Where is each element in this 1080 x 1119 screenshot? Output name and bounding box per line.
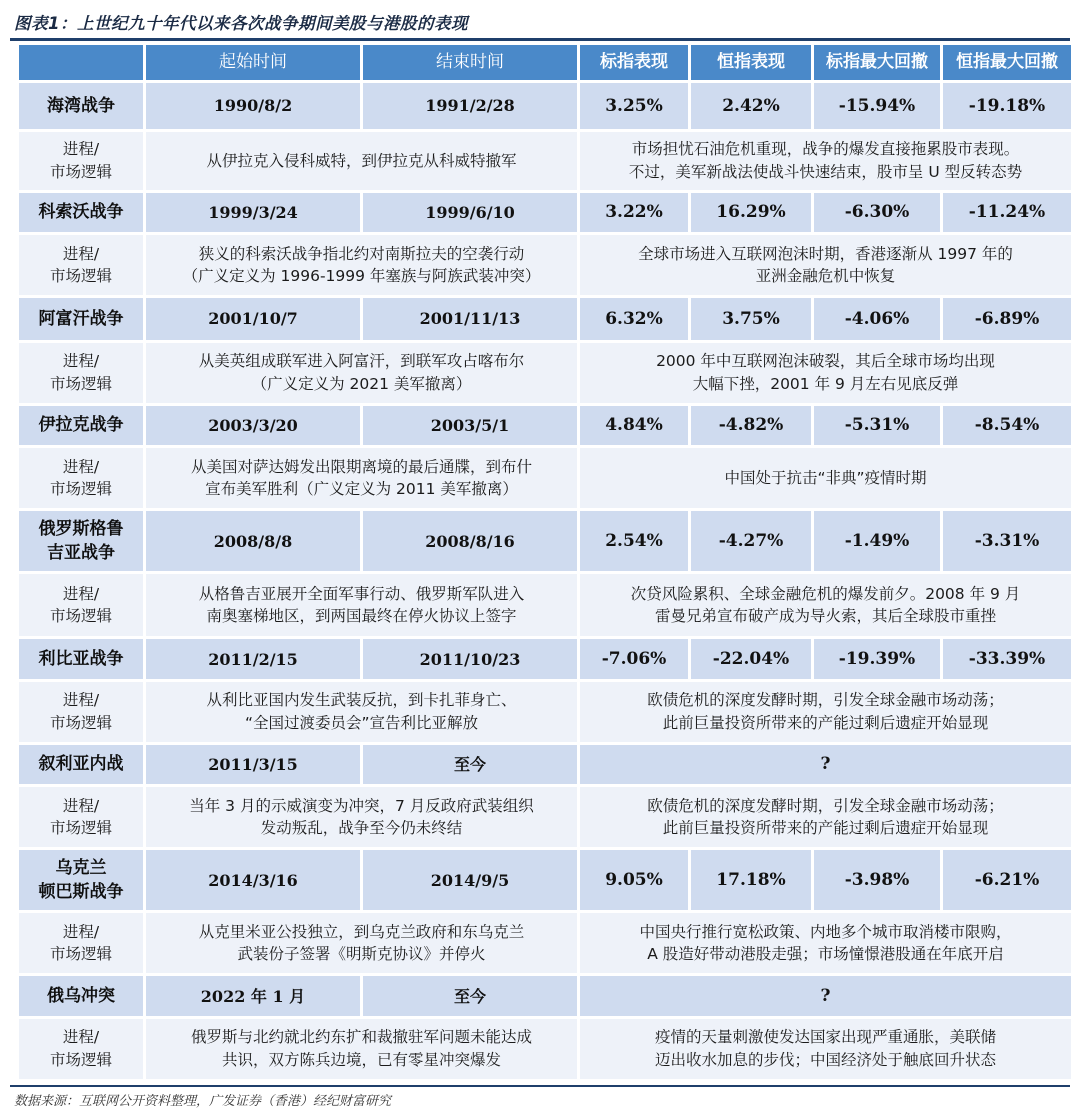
- war-name-line: 顿巴斯战争: [38, 882, 124, 903]
- market-logic-line: 迈出收水加息的步伐；中国经济处于触底回升状态: [654, 1050, 996, 1069]
- market-logic: [580, 787, 1071, 847]
- war-process: [146, 787, 577, 847]
- process-logic-label: [19, 913, 143, 973]
- war-process: [146, 448, 577, 508]
- source-note: 数据来源：互联网公开资料整理，广发证券（香港）经纪财富研究: [14, 1094, 392, 1109]
- war-name-line: 俄罗斯格鲁: [38, 518, 124, 539]
- war-process-line: （广义定义为 1996-1999 年塞族与阿族武装冲突）: [182, 267, 541, 286]
- war-process-line: 从伊拉克入侵科威特，到伊拉克从科威特撤军: [206, 151, 517, 170]
- process-logic-label-line: 市场逻辑: [49, 267, 112, 286]
- table-body: [19, 45, 1071, 1079]
- market-logic: [580, 132, 1071, 190]
- process-logic-label-line: 市场逻辑: [49, 713, 112, 732]
- start-date: 2003/3/20: [146, 406, 360, 445]
- header-end-time: 结束时间: [363, 45, 577, 80]
- spx-max-drawdown: -6.30%: [814, 193, 940, 232]
- table-row-war: [19, 850, 1071, 910]
- hsi-max-drawdown: -6.89%: [943, 298, 1071, 339]
- market-logic: [580, 913, 1071, 973]
- start-date: 2001/10/7: [146, 298, 360, 339]
- market-logic-line: 不过，美军新战法使战斗快速结束，股市呈 U 型反转态势: [628, 162, 1023, 181]
- hsi-max-drawdown: -33.39%: [943, 639, 1071, 678]
- war-name-line: 叙利亚内战: [38, 754, 124, 775]
- war-process-line: （广义定义为 2021 美军撤离）: [251, 374, 472, 393]
- spx-max-drawdown: -19.39%: [814, 639, 940, 678]
- start-date: 2022 年 1 月: [146, 976, 360, 1015]
- table-row-war: [19, 193, 1071, 232]
- war-name-line: 阿富汗战争: [38, 308, 124, 329]
- war-name-line: 吉亚战争: [47, 543, 115, 564]
- war-process-line: 当年 3 月的示威演变为冲突，7 月反政府武装组织: [189, 796, 534, 815]
- war-name: [19, 193, 143, 232]
- war-process-line: 俄罗斯与北约就北约东扩和裁撤驻军问题未能达成: [190, 1028, 532, 1047]
- process-logic-label: [19, 574, 143, 636]
- spx-performance: 6.32%: [580, 298, 688, 339]
- end-date: 2008/8/16: [363, 511, 577, 571]
- end-date: 1991/2/28: [363, 83, 577, 129]
- market-logic: [580, 1019, 1071, 1079]
- figure-title: 图表1：上世纪九十年代以来各次战争期间美股与港股的表现: [14, 14, 468, 33]
- table-row-description: [19, 1019, 1071, 1079]
- end-date: 1999/6/10: [363, 193, 577, 232]
- process-logic-label-line: 进程/: [62, 244, 100, 263]
- header-spx-max-drawdown: 标指最大回撤: [814, 45, 940, 80]
- market-logic: [580, 448, 1071, 508]
- process-logic-label-line: 进程/: [62, 140, 100, 159]
- table-row-description: [19, 132, 1071, 190]
- hsi-performance: 17.18%: [691, 850, 811, 910]
- market-logic-line: 欧债危机的深度发酵时期，引发全球金融市场动荡；: [647, 691, 1004, 710]
- spx-max-drawdown: -4.06%: [814, 298, 940, 339]
- process-logic-label-line: 市场逻辑: [49, 374, 112, 393]
- spx-max-drawdown: -15.94%: [814, 83, 940, 129]
- war-name: [19, 83, 143, 129]
- war-process: [146, 574, 577, 636]
- process-logic-label-line: 市场逻辑: [49, 945, 112, 964]
- war-name-line: 科索沃战争: [38, 202, 124, 223]
- war-name: [19, 298, 143, 339]
- table-row-war: [19, 639, 1071, 678]
- spx-performance: 3.25%: [580, 83, 688, 129]
- start-date: 2014/3/16: [146, 850, 360, 910]
- table-row-war: [19, 83, 1071, 129]
- end-date: 至今: [363, 976, 577, 1015]
- market-logic-line: 次贷风险累积、全球金融危机的爆发前夕。2008 年 9 月: [630, 584, 1021, 603]
- table-row-description: [19, 682, 1071, 742]
- war-process: [146, 235, 577, 295]
- spx-max-drawdown: -5.31%: [814, 406, 940, 445]
- table-row-war: [19, 745, 1071, 784]
- process-logic-label-line: 市场逻辑: [49, 1050, 112, 1069]
- table-row-description: [19, 448, 1071, 508]
- war-name: [19, 976, 143, 1015]
- process-logic-label-line: 进程/: [62, 922, 100, 941]
- war-name-line: 乌克兰: [55, 857, 107, 878]
- war-name-line: 利比亚战争: [38, 648, 124, 669]
- war-name: [19, 406, 143, 445]
- performance-unknown: ?: [580, 976, 1071, 1015]
- hsi-performance: -22.04%: [691, 639, 811, 678]
- market-logic-line: 亚洲金融危机中恢复: [755, 267, 896, 286]
- header-row: [19, 45, 1071, 80]
- start-date: 1990/8/2: [146, 83, 360, 129]
- process-logic-label-line: 市场逻辑: [49, 162, 112, 181]
- process-logic-label-line: 进程/: [62, 352, 100, 371]
- hsi-performance: -4.82%: [691, 406, 811, 445]
- spx-performance: 9.05%: [580, 850, 688, 910]
- war-process-line: 宣布美军胜利（广义定义为 2011 美军撤离）: [205, 480, 518, 499]
- start-date: 1999/3/24: [146, 193, 360, 232]
- process-logic-label-line: 市场逻辑: [49, 607, 112, 626]
- war-process: [146, 682, 577, 742]
- header-hsi-max-drawdown: 恒指最大回撤: [943, 45, 1071, 80]
- source-rule: [10, 1085, 1070, 1087]
- spx-performance: 2.54%: [580, 511, 688, 571]
- war-process-line: 从克里米亚公投独立，到乌克兰政府和东乌克兰: [198, 922, 525, 941]
- spx-performance: 3.22%: [580, 193, 688, 232]
- header-hsi-performance: 恒指表现: [691, 45, 811, 80]
- war-process-line: 从利比亚国内发生武装反抗，到卡扎菲身亡、: [206, 691, 517, 710]
- war-market-table: [16, 42, 1074, 1082]
- war-process-line: 武装份子签署《明斯克协议》并停火: [237, 945, 486, 964]
- war-process-line: 共识，双方陈兵边境，已有零星冲突爆发: [221, 1050, 501, 1069]
- spx-max-drawdown: -3.98%: [814, 850, 940, 910]
- hsi-max-drawdown: -6.21%: [943, 850, 1071, 910]
- war-process: [146, 913, 577, 973]
- hsi-max-drawdown: -11.24%: [943, 193, 1071, 232]
- market-logic-line: 此前巨量投资所带来的产能过剩后遗症开始显现: [662, 819, 989, 838]
- end-date: 2011/10/23: [363, 639, 577, 678]
- war-process: [146, 343, 577, 403]
- market-logic: [580, 574, 1071, 636]
- process-logic-label: [19, 132, 143, 190]
- war-process-line: 从美英组成联军进入阿富汗，到联军攻占喀布尔: [198, 352, 525, 371]
- market-logic-line: 中国央行推行宽松政策、内地多个城市取消楼市限购，: [639, 922, 1012, 941]
- table-row-description: [19, 787, 1071, 847]
- start-date: 2011/2/15: [146, 639, 360, 678]
- header-start-time: 起始时间: [146, 45, 360, 80]
- process-logic-label-line: 市场逻辑: [49, 819, 112, 838]
- hsi-max-drawdown: -3.31%: [943, 511, 1071, 571]
- war-process-line: 狭义的科索沃战争指北约对南斯拉夫的空袭行动: [198, 244, 525, 263]
- war-name: [19, 511, 143, 571]
- end-date: 2014/9/5: [363, 850, 577, 910]
- war-process-line: 南奥塞梯地区，到两国最终在停火协议上签字: [206, 607, 517, 626]
- performance-unknown: ?: [580, 745, 1071, 784]
- market-logic-line: 全球市场进入互联网泡沫时期，香港逐渐从 1997 年的: [638, 244, 1013, 263]
- market-logic-line: 大幅下挫，2001 年 9 月左右见底反弹: [692, 374, 959, 393]
- process-logic-label-line: 进程/: [62, 1028, 100, 1047]
- market-logic: [580, 343, 1071, 403]
- process-logic-label-line: 进程/: [62, 691, 100, 710]
- war-name: [19, 850, 143, 910]
- market-logic-line: 2000 年中互联网泡沫破裂，其后全球市场均出现: [656, 352, 995, 371]
- table-row-description: [19, 913, 1071, 973]
- process-logic-label: [19, 1019, 143, 1079]
- war-process-line: 从美国对萨达姆发出限期离境的最后通牒，到布什: [190, 457, 532, 476]
- war-name-line: 伊拉克战争: [38, 415, 124, 436]
- process-logic-label: [19, 235, 143, 295]
- market-logic-line: 市场担忧石油危机重现，战争的爆发直接拖累股市表现。: [631, 140, 1020, 159]
- market-logic-line: 中国处于抗击“非典”疫情时期: [724, 468, 927, 487]
- table-row-war: [19, 406, 1071, 445]
- table-row-description: [19, 574, 1071, 636]
- market-logic-line: 欧债危机的深度发酵时期，引发全球金融市场动荡；: [647, 796, 1004, 815]
- war-process-line: 发动叛乱，战争至今仍未终结: [260, 819, 463, 838]
- hsi-performance: 3.75%: [691, 298, 811, 339]
- market-logic: [580, 235, 1071, 295]
- table-row-war: [19, 976, 1071, 1015]
- header-cell-corner: [19, 45, 143, 80]
- war-name-line: 俄乌冲突: [47, 985, 115, 1006]
- process-logic-label: [19, 343, 143, 403]
- process-logic-label-line: 进程/: [62, 584, 100, 603]
- war-process-line: 从格鲁吉亚展开全面军事行动、俄罗斯军队进入: [198, 584, 525, 603]
- market-logic-line: 雷曼兄弟宣布破产成为导火索，其后全球股市重挫: [654, 607, 996, 626]
- war-process: [146, 132, 577, 190]
- war-process: [146, 1019, 577, 1079]
- hsi-performance: 2.42%: [691, 83, 811, 129]
- start-date: 2011/3/15: [146, 745, 360, 784]
- hsi-performance: -4.27%: [691, 511, 811, 571]
- end-date: 2003/5/1: [363, 406, 577, 445]
- war-name-line: 海湾战争: [47, 95, 115, 116]
- hsi-max-drawdown: -19.18%: [943, 83, 1071, 129]
- spx-performance: 4.84%: [580, 406, 688, 445]
- title-rule: [10, 38, 1070, 41]
- market-logic-line: 疫情的天量刺激使发达国家出现严重通胀，美联储: [654, 1028, 996, 1047]
- end-date: 2001/11/13: [363, 298, 577, 339]
- table-row-description: [19, 235, 1071, 295]
- war-process-line: “全国过渡委员会”宣告利比亚解放: [244, 713, 479, 732]
- table-row-war: [19, 298, 1071, 339]
- hsi-performance: 16.29%: [691, 193, 811, 232]
- process-logic-label-line: 进程/: [62, 796, 100, 815]
- table-row-war: [19, 511, 1071, 571]
- header-spx-performance: 标指表现: [580, 45, 688, 80]
- process-logic-label: [19, 682, 143, 742]
- hsi-max-drawdown: -8.54%: [943, 406, 1071, 445]
- market-logic-line: A 股造好带动港股走强；市场憧憬港股通在年底开启: [647, 945, 1004, 964]
- start-date: 2008/8/8: [146, 511, 360, 571]
- end-date: 至今: [363, 745, 577, 784]
- war-name: [19, 639, 143, 678]
- process-logic-label-line: 进程/: [62, 457, 100, 476]
- table-row-description: [19, 343, 1071, 403]
- war-name: [19, 745, 143, 784]
- spx-performance: -7.06%: [580, 639, 688, 678]
- process-logic-label: [19, 448, 143, 508]
- process-logic-label: [19, 787, 143, 847]
- market-logic-line: 此前巨量投资所带来的产能过剩后遗症开始显现: [662, 713, 989, 732]
- process-logic-label-line: 市场逻辑: [49, 480, 112, 499]
- market-logic: [580, 682, 1071, 742]
- spx-max-drawdown: -1.49%: [814, 511, 940, 571]
